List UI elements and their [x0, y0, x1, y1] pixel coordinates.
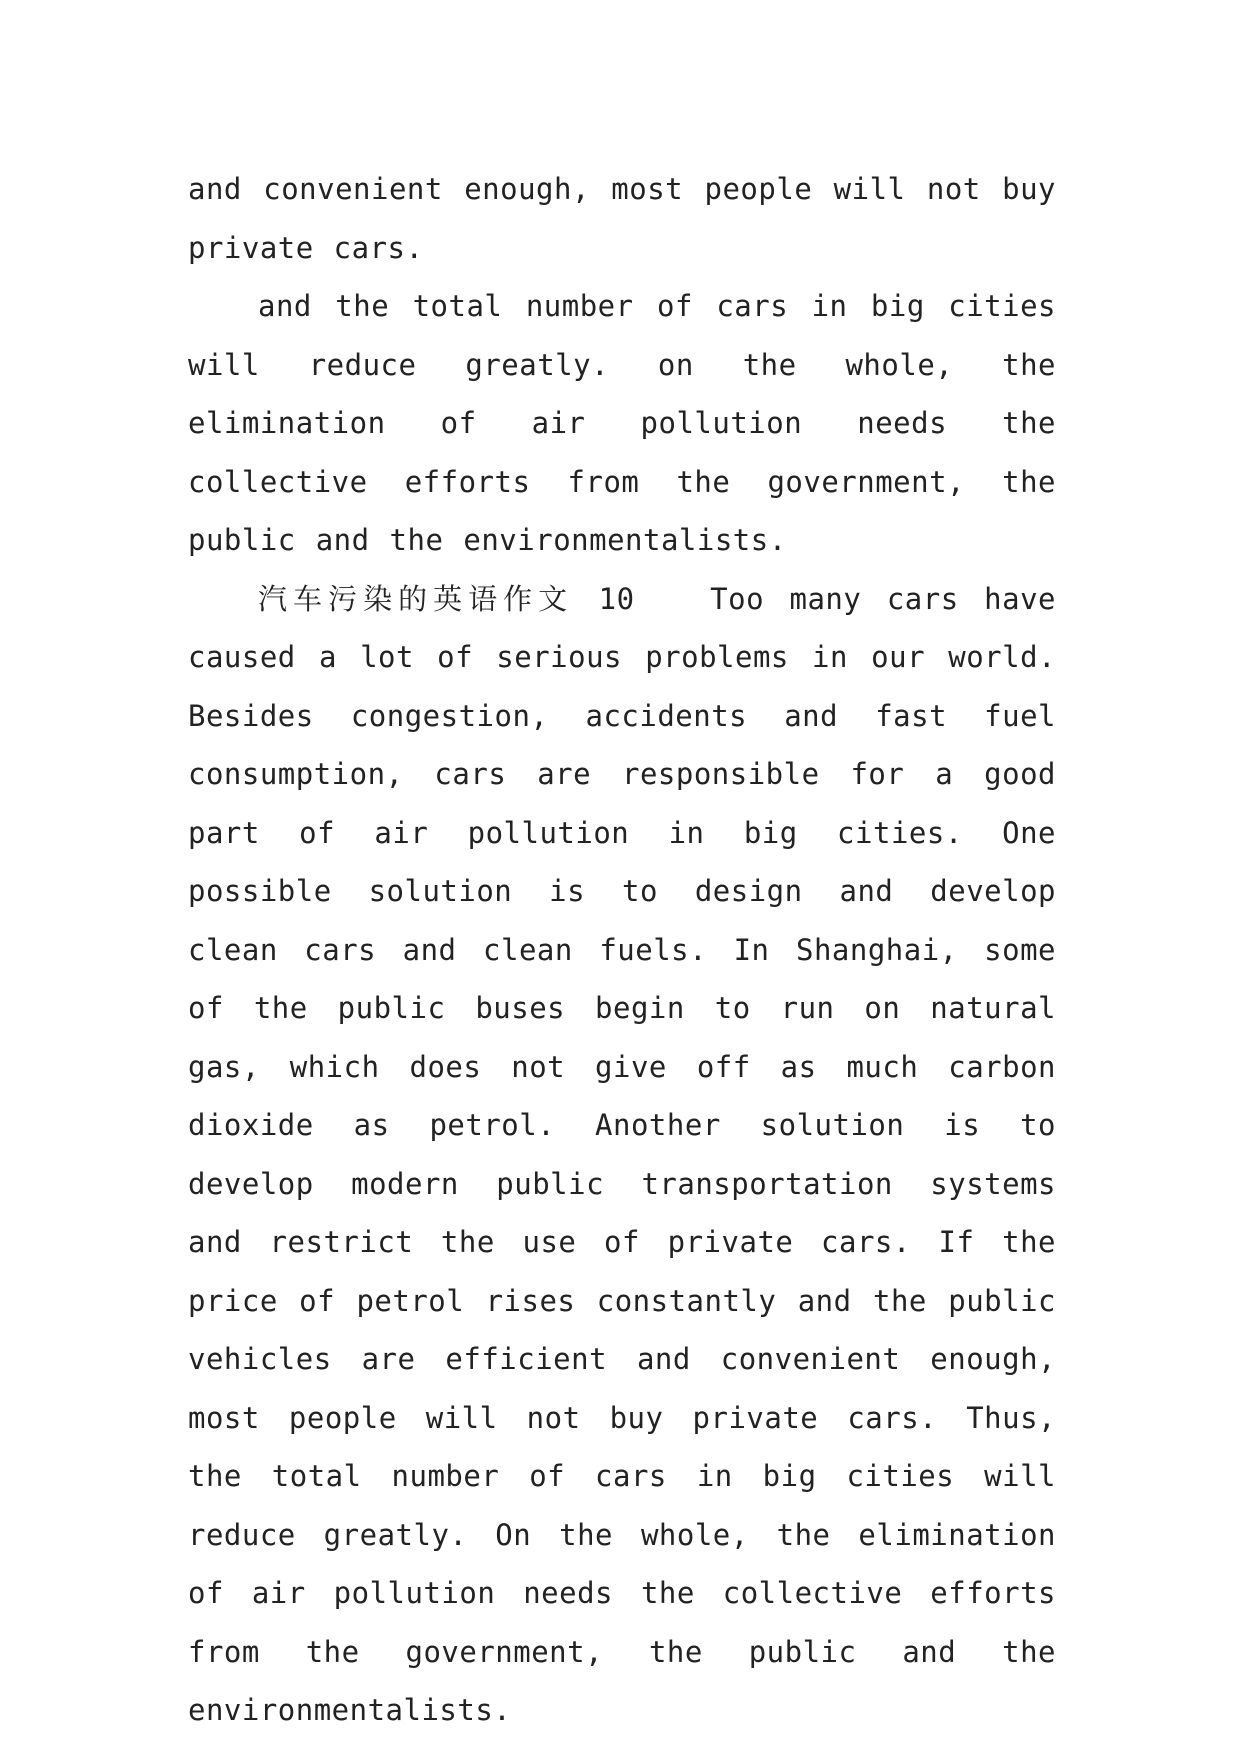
- paragraph: 汽车污染的英语作文 10 Too many cars have caused a lot of serious problems in our world. Besides congestion, accidents and fast fuel consumption, cars are responsible for a good part of air pollution in big cities. One possible solution is to design and develop clean cars and clean fuels. In Shanghai, some of the public buses begin to run on natural gas, which does not give off as much carbon dioxide as petrol. Another solution is to develop modern public transportation systems and restrict the use of private cars. If the price of petrol rises constantly and the public vehicles are efficient and convenient enough, most people will not buy private cars. Thus, the total number of cars in big cities will reduce greatly. On the whole, the elimination of air pollution needs the collective efforts from the government, the public and the environmentalists.: [188, 581, 1056, 1727]
- document-body: [188, 160, 1056, 1740]
- paragraph: and the total number of cars in big cities will reduce greatly. on the whole, the elimination of air pollution needs the collective efforts from the government, the public and the environmentalists.: [188, 289, 1056, 557]
- paragraph: and convenient enough, most people will not buy private cars.: [188, 172, 1056, 265]
